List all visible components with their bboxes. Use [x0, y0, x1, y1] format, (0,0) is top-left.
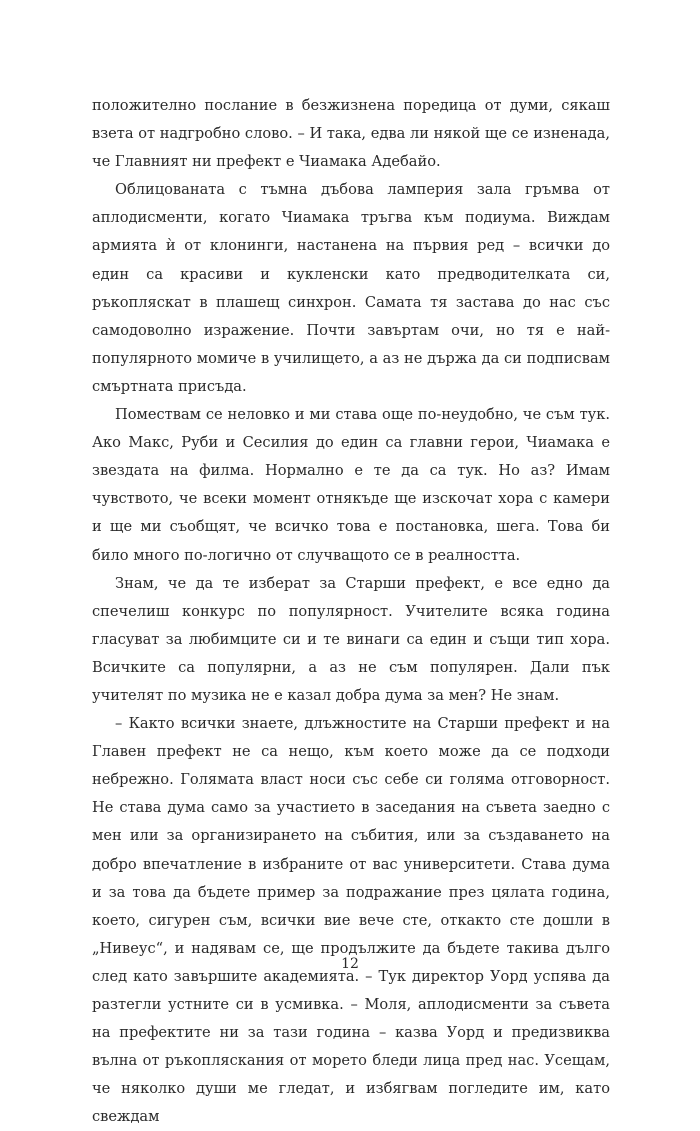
body-text: [92, 92, 610, 1131]
paragraph-continued: положително послание в безжизнена поредица от думи, сякаш взета от надгробно слово. – И така, едва ли някой ще се изненада, че Главният ни префект е Чиамака Адебайо.: [92, 97, 610, 171]
paragraph: Облицованата с тъмна дъбова ламперия зала гръмва от аплодисменти, когато Чиамака тръгва към подиума. Виждам армията ѝ от клонинги, настанена на първия ред – всички до един са красиви и кукленски като предводителката си, ръкопляскат в плашещ синхрон. Самата тя застава до нас със самодоволно изражение. Почти завъртам очи, но тя е най-популярното момиче в училището, а аз не държа да си подписвам смъртната присъда.: [92, 181, 610, 395]
paragraph: Помествам се неловко и ми става още по-неудобно, че съм тук. Ако Макс, Руби и Сесилия до един са главни герои, Чиамака е звездата на филма. Нормално е те да са тук. Но аз? Имам чувството, че всеки момент отнякъде ще изскочат хора с камери и ще ми съобщят, че всичко това е постановка, шега. Това би било много по-логично от случващото се в реалността.: [92, 406, 610, 564]
paragraph: – Както всички знаете, длъжностите на Старши префект и на Главен префект не са нещо, към което може да се подходи небрежно. Голямата власт носи със себе си голяма отговорност. Не става дума само за участието в заседания на съвета заедно с мен или за организирането на събития, или за създаването на добро впечатление в избраните от вас университети. Става дума и за това да бъдете пример за подражание през цялата година, което, сигурен съм, всички вие вече сте, откакто сте дошли в „Нивеус“, и надявам се, ще продължите да бъдете такива дълго след като завършите академията. – Тук директор Уорд успява да разтегли устните си в усмивка. – Моля, аплодисменти за съвета на префектите ни за тази година – казва Уорд и предизвиква вълна от ръкопляскания от морето бледи лица пред нас. Усещам, че няколко души ме гледат, и избягвам погледите им, като свеждам: [92, 715, 610, 1126]
paragraph: Знам, че да те изберат за Старши префект, е все едно да спечелиш конкурс по популярност. Учителите всяка година гласуват за любимците си и те винаги са един и същи тип хора. Всичките са популярни, а аз не съм популярен. Дали пък учителят по музика не е казал добра дума за мен? Не знам.: [92, 574, 610, 704]
page-number: 12: [341, 956, 359, 972]
